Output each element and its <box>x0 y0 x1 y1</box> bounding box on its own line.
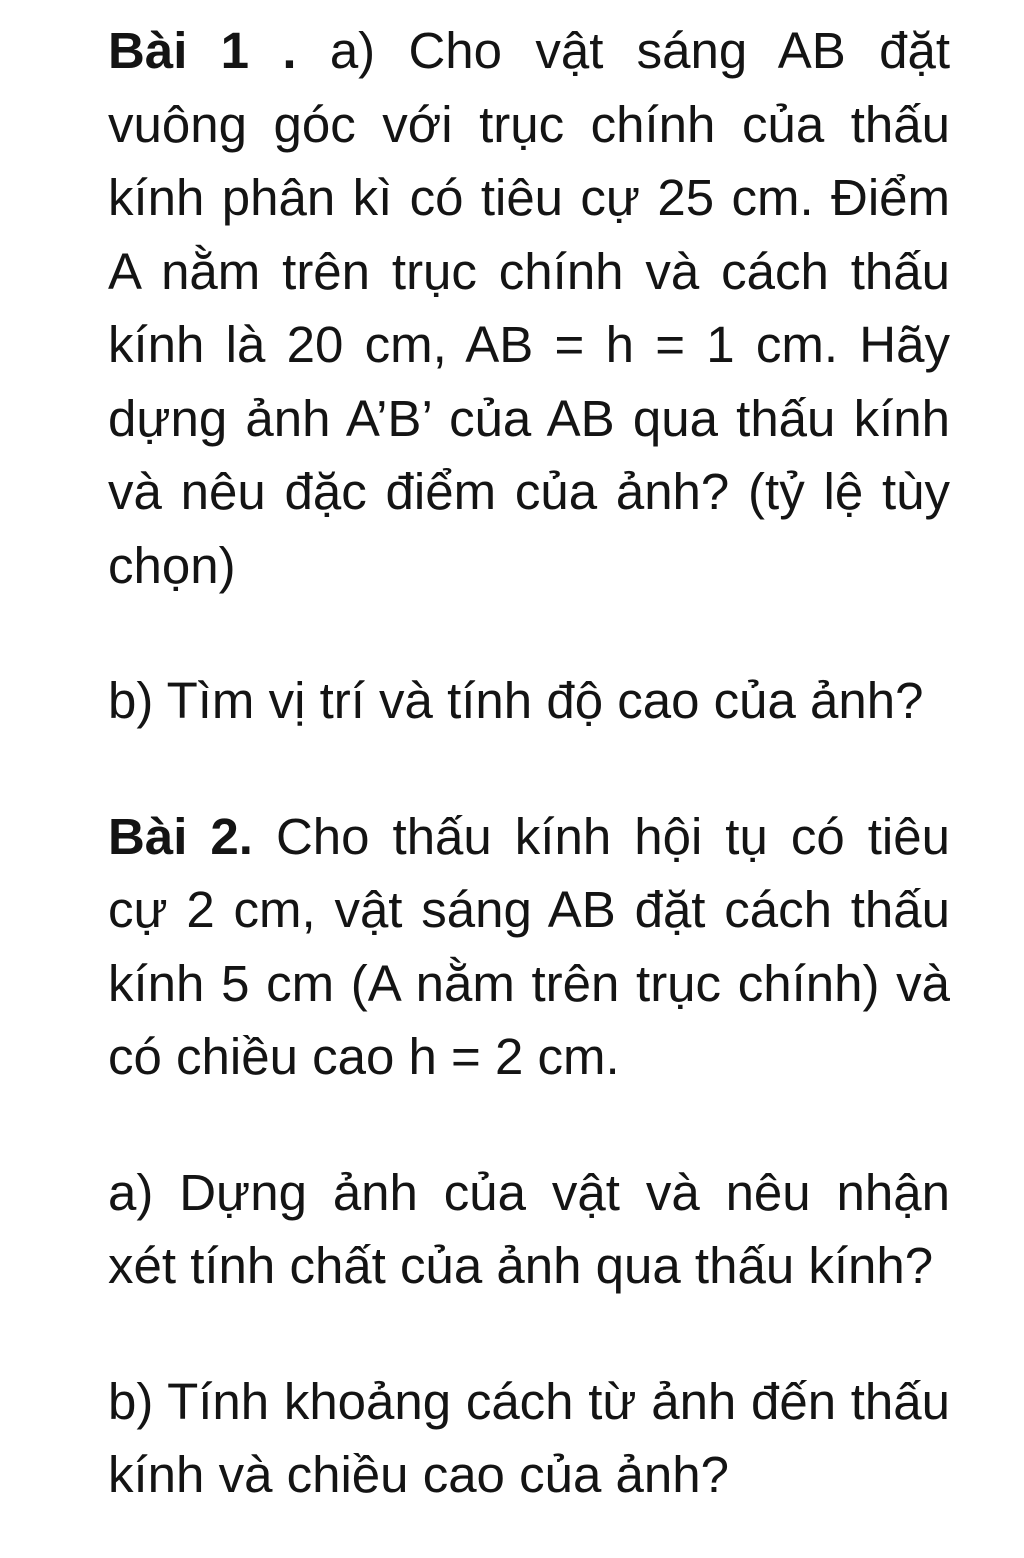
bai2-part-b-paragraph <box>108 1365 950 1512</box>
bai1-part-a-paragraph <box>108 14 950 602</box>
spacer <box>108 738 950 800</box>
bai2-part-a-text: a) Dựng ảnh của vật và nêu nhận xét tính chất của ảnh qua thấu kính? <box>108 1163 950 1294</box>
bai1-part-b-paragraph <box>108 664 950 738</box>
bai2-intro-paragraph <box>108 800 950 1094</box>
problem-sheet <box>108 14 950 1512</box>
bai1-part-b-text: b) Tìm vị trí và tính độ cao của ảnh? <box>108 672 924 729</box>
bai2-part-a-paragraph <box>108 1156 950 1303</box>
spacer <box>108 602 950 664</box>
bai2-label: Bài 2. <box>108 807 253 865</box>
bai1-part-a-text: a) Cho vật sáng AB đặt vuông góc với trục chính của thấu kính phân kì có tiêu cự 25 cm. Điểm A nằm trên trục chính và cách thấu kính là 20 cm, AB = h = 1 cm. Hãy dựng ảnh A’B’ của AB qua thấu kính và nêu đặc điểm của ảnh? (tỷ lệ tùy chọn) <box>108 22 950 594</box>
bai2-intro-text: Cho thấu kính hội tụ có tiêu cự 2 cm, vật sáng AB đặt cách thấu kính 5 cm (A nằm trên trục chính) và có chiều cao h = 2 cm. <box>108 807 950 1085</box>
bai1-label: Bài 1 . <box>108 22 297 79</box>
spacer <box>108 1303 950 1365</box>
bai2-part-b-text: b) Tính khoảng cách từ ảnh đến thấu kính và chiều cao của ảnh? <box>108 1372 950 1503</box>
spacer <box>108 1094 950 1156</box>
